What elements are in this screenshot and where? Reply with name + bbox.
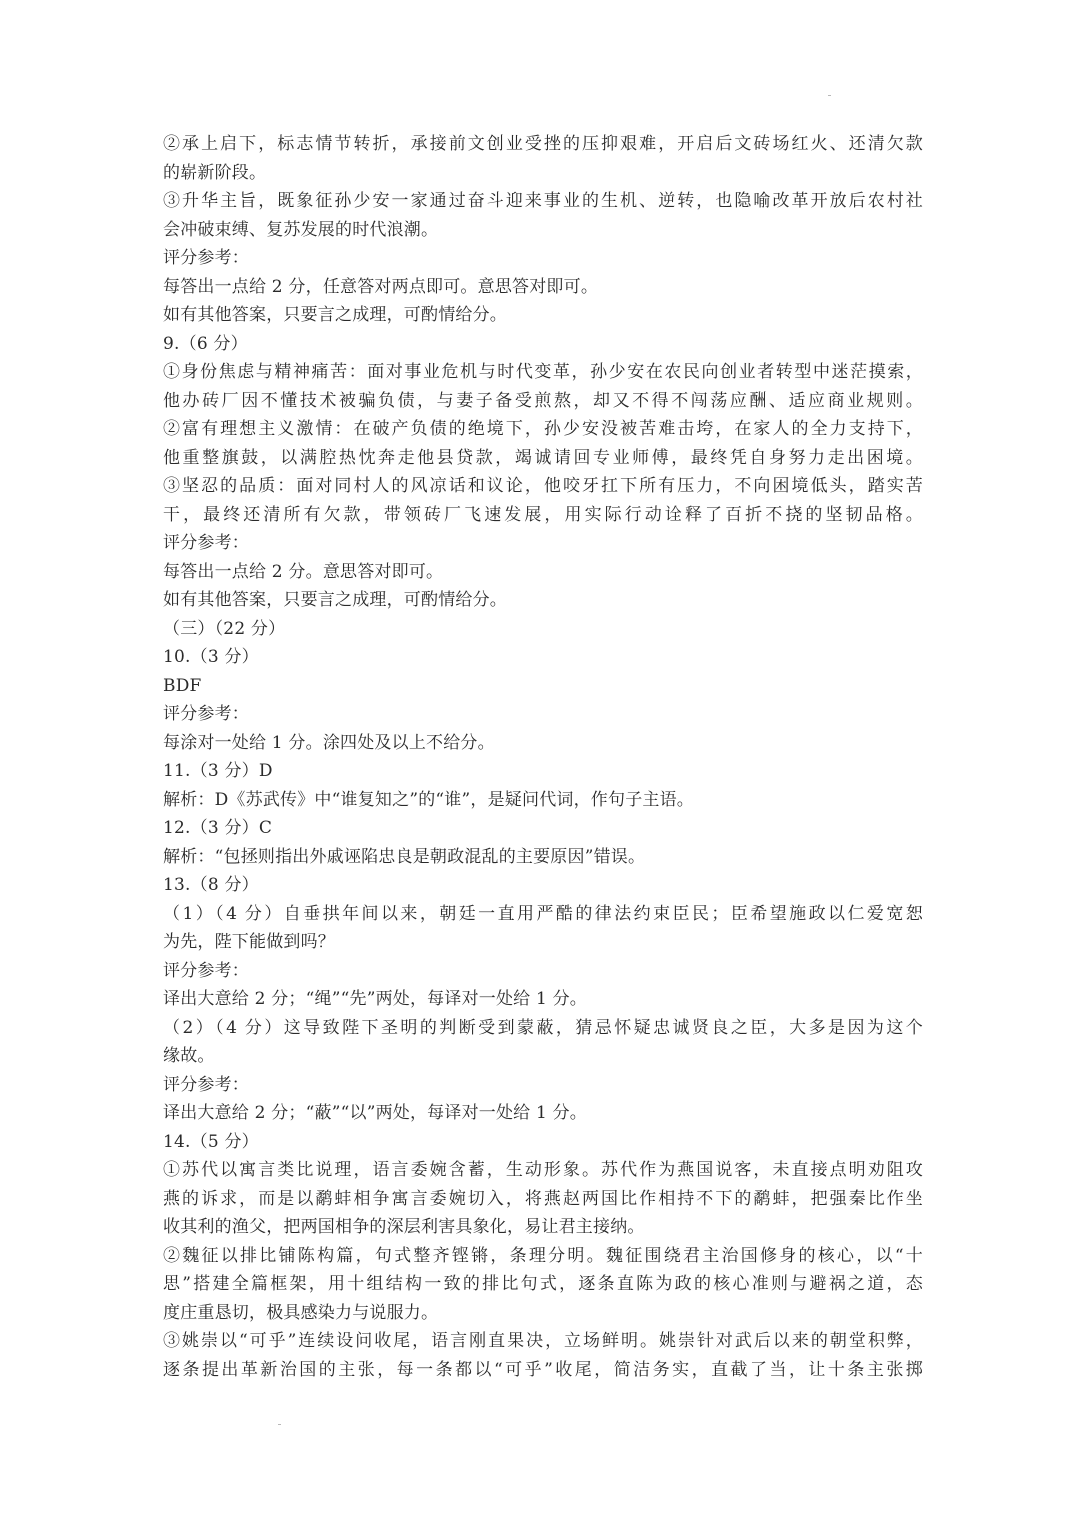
section-heading: （三）（22 分） [163, 618, 286, 639]
text-line: 缘故。 [163, 1046, 215, 1066]
scan-speck [828, 95, 831, 96]
text-line: ③坚忍的品质：面对同村人的风凉话和议论，他咬牙扛下所有压力，不向困境低头，踏实苦 [163, 476, 923, 496]
question-heading: 12.（3 分）C [163, 818, 273, 838]
text-line: 他重整旗鼓，以满腔热忱奔走他县贷款，竭诚请回专业师傅，最终凭自身努力走出困境。 [163, 447, 923, 468]
question-heading: 11.（3 分）D [163, 761, 273, 781]
text-line: 思”搭建全篇框架，用十组结构一致的排比句式，逐条直陈为政的核心准则与避祸之道，态 [163, 1274, 923, 1294]
text-line: ①苏代以寓言类比说理，语言委婉含蓄，生动形象。苏代作为燕国说客，未直接点明劝阻攻 [163, 1160, 923, 1180]
text-line: 他办砖厂因不懂技术被骗负债，与妻子备受煎熬，却又不得不闯荡应酬、适应商业规则。 [163, 390, 923, 411]
text-line: ②魏征以排比铺陈构篇，句式整齐铿锵，条理分明。魏征围绕君主治国修身的核心，以“十 [163, 1245, 923, 1266]
text-line: （1）（4 分）自垂拱年间以来，朝廷一直用严酷的律法约束臣民；臣希望施政以仁爱宽恕 [163, 903, 923, 924]
text-line: 评分参考： [163, 1074, 249, 1095]
text-line: 燕的诉求，而是以鹬蚌相争寓言委婉切入，将燕赵两国比作相持不下的鹬蚌，把强秦比作坐 [163, 1188, 923, 1209]
text-line: 收其利的渔父，把两国相争的深层利害具象化，易让君主接纳。 [163, 1217, 645, 1237]
text-line: 每涂对一处给 1 分。涂四处及以上不给分。 [163, 732, 495, 753]
text-line: ③姚崇以“可乎”连续设问收尾，语言刚直果决，立场鲜明。姚崇针对武后以来的朝堂积弊， [163, 1331, 923, 1351]
text-line: 解析：“包拯则指出外戚诬陷忠良是朝政混乱的主要原因”错误。 [163, 846, 646, 867]
text-line: 逐条提出革新治国的主张，每一条都以“可乎”收尾，简洁务实，直截了当，让十条主张掷 [163, 1359, 923, 1380]
text-line: ②富有理想主义激情：在破产负债的绝境下，孙少安没被苦难击垮，在家人的全力支持下， [163, 419, 923, 439]
text-line: 评分参考： [163, 704, 249, 724]
text-line: （2）（4 分）这导致陛下圣明的判断受到蒙蔽，猜忌怀疑忠诚贤良之臣，大多是因为这个 [163, 1017, 923, 1038]
text-line: 评分参考： [163, 248, 249, 268]
text-line: 评分参考： [163, 960, 249, 981]
text-line: 评分参考： [163, 533, 249, 553]
text-line: 会冲破束缚、复苏发展的时代浪潮。 [163, 219, 439, 240]
text-line: 的崭新阶段。 [163, 162, 267, 183]
text-line: 每答出一点给 2 分。意思答对即可。 [163, 561, 444, 582]
text-line: ③升华主旨，既象征孙少安一家通过奋斗迎来事业的生机、逆转，也隐喻改革开放后农村社 [163, 191, 923, 211]
text-line: 如有其他答案，只要言之成理，可酌情给分。 [163, 590, 507, 610]
question-heading: 14.（5 分） [163, 1131, 259, 1152]
text-line: 为先，陛下能做到吗？ [163, 932, 335, 952]
text-line: ②承上启下，标志情节转折，承接前文创业受挫的压抑艰难，开启后文砖场红火、还清欠款 [163, 134, 923, 154]
text-line: 译出大意给 2 分；“蔽”“以”两处，每译对一处给 1 分。 [163, 1103, 588, 1123]
text-line: 如有其他答案，只要言之成理，可酌情给分。 [163, 305, 507, 325]
question-heading: 9.（6 分） [163, 333, 248, 354]
answer-key-text [163, 130, 923, 1384]
text-line: 解析：D《苏武传》中“谁复知之”的“谁”，是疑问代词，作句子主语。 [163, 789, 694, 810]
text-line: 干，最终还清所有欠款，带领砖厂飞速发展，用实际行动诠释了百折不挠的坚韧品格。 [163, 504, 923, 525]
text-line: 度庄重恳切，极具感染力与说服力。 [163, 1302, 439, 1323]
scan-speck [278, 1424, 281, 1425]
question-heading: 10.（3 分） [163, 647, 259, 667]
answer-value: BDF [163, 675, 202, 696]
text-line: 每答出一点给 2 分，任意答对两点即可。意思答对即可。 [163, 276, 599, 297]
question-heading: 13.（8 分） [163, 875, 259, 895]
text-line: ①身份焦虑与精神痛苦：面对事业危机与时代变革，孙少安在农民向创业者转型中迷茫摸索， [163, 362, 923, 382]
text-line: 译出大意给 2 分；“绳”“先”两处，每译对一处给 1 分。 [163, 989, 588, 1009]
